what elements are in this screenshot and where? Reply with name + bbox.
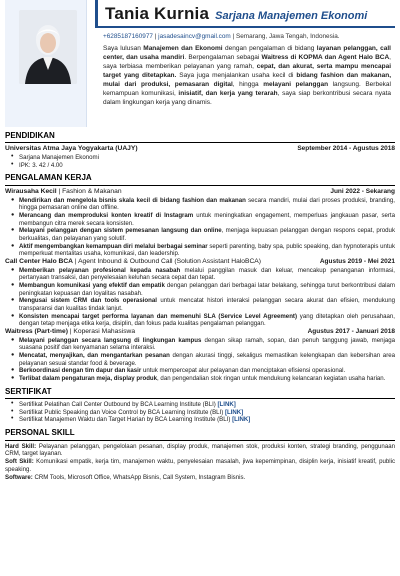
body-text: Saya juga menjalankan usaha kecil di: [176, 72, 297, 80]
email-address[interactable]: jasadesaincv@gmail.com: [158, 33, 231, 40]
location-text: Semarang, Jawa Tengah, Indonesia.: [235, 33, 340, 40]
body-text: untuk mempercepat alur pelayanan dan menciptakan efisiensi operasional.: [141, 367, 346, 375]
body-text: . Berpengalaman sebagai: [184, 54, 262, 62]
cv-header: [5, 0, 395, 127]
list-item: • IPK: 3. 42 / 4.00: [11, 162, 395, 170]
list-item: • Sertifikat Pelatihan Call Center Outbound by BCA Learning Institute (BLI) [LINK]: [11, 401, 395, 409]
body-text: , menjaga kepuasan pelanggan dengan respons cepat, produk berkualitas, dan pelayanan yang solutif.: [19, 227, 395, 242]
list-item: • Sertifikat Public Speaking dan Voice Control by BCA Learning Institute (BLI) [LINK]: [11, 409, 395, 417]
list-item: • Sarjana Manajemen Ekonomi: [11, 154, 395, 162]
bold-text: Waitress di KOPMA dan Agent Halo BCA: [261, 54, 390, 62]
job-title: Sarjana Manajemen Ekonomi: [215, 10, 368, 22]
skill-label: Software:: [5, 474, 35, 482]
section-heading: PENDIDIKAN: [5, 131, 395, 143]
skill-label: Hard Skill:: [5, 442, 39, 450]
phone-number[interactable]: +6285187160977: [103, 33, 153, 40]
job-header: [5, 258, 395, 267]
profile-photo: [19, 10, 77, 84]
list-item: [11, 297, 395, 312]
job-dates: Juni 2022 - Sekarang: [330, 187, 395, 195]
bold-text: Membangun komunikasi yang efektif dan empatik: [19, 281, 165, 289]
education-details: [11, 154, 395, 169]
body-text: secara mandiri, mulai dari proses produksi, branding, hingga pemasaran online dan offline.: [19, 196, 395, 212]
bold-text: Mendirikan dan mengelola bisnis skala kecil di bidang fashion dan makanan: [19, 196, 246, 204]
education-dates: September 2014 - Agustus 2018: [297, 145, 395, 153]
list-item: [11, 267, 395, 282]
body-text: dengan sikap ramah, sopan, dan penuh tanggung jawab, menjaga suasana positif dan kenyamanan selama interaksi.: [19, 336, 396, 352]
skill-line: [5, 458, 395, 474]
body-text: Saya lulusan: [103, 45, 144, 53]
body-text: , saya siap berkontribusi secara nyata dalam lingkungan kerja yang dinamis.: [103, 90, 391, 107]
body-text: untuk mencatat histori interaksi pelanggan secara akurat dan efisien, mendukung transparansi dan kualitas tindak lanjut.: [19, 297, 395, 312]
certificate-link[interactable]: [LINK]: [232, 416, 251, 424]
certificate-link[interactable]: [LINK]: [217, 401, 236, 409]
bold-text: inisiatif, dan kerja yang terarah: [178, 90, 278, 98]
body-text: yang ditetapkan oleh perusahaan, dengan tetap menjaga etika kerja, disiplin, dan fokus pada kualitas pengalaman pelanggan.: [19, 312, 395, 328]
person-photo-icon: [19, 10, 77, 84]
job-dates: Agustus 2017 - Januari 2018: [307, 327, 395, 335]
list-item: [11, 212, 395, 227]
section-heading: PERSONAL SKILL: [5, 428, 395, 440]
list-item: [11, 282, 395, 297]
job-list: [5, 188, 395, 383]
body-text: melalui panggilan masuk dan keluar, mencakup penanganan informasi, pertanyaan transaksi, dan penyelesaian keluhan secara cepat dan tepat.: [19, 266, 395, 282]
bold-text: cepat, dan akurat, serta mampu mencapai target yang ditetapkan.: [103, 63, 391, 80]
job-bullets: [11, 197, 395, 258]
body-text: , dan pengendalian stok ringan untuk mendukung kelancaran kegiatan usaha harian.: [157, 375, 386, 383]
full-name: Tania Kurnia: [105, 4, 210, 23]
job-dates: Agustus 2019 - Mei 2021: [319, 257, 395, 265]
list-item: [11, 337, 395, 352]
skills-section: [5, 428, 395, 482]
bold-text: Konsisten mencapai target performa layanan dan memenuhi SLA (Service Level Agreement): [19, 312, 297, 320]
bold-text: Memberikan pelayanan profesional kepada nasabah: [19, 266, 181, 274]
job-bullets: [11, 267, 395, 328]
skill-list: [5, 443, 395, 483]
education-row: [5, 145, 395, 154]
bold-text: melayani pelanggan: [263, 81, 329, 89]
list-item: [11, 367, 395, 375]
name-bar: [95, 0, 395, 28]
job-header: [5, 188, 395, 197]
job-role: | Koperasi Mahasiswa: [67, 327, 136, 335]
body-text: langsung. Berbekal kemampuan komunikasi,: [103, 81, 391, 98]
body-text: , hingga: [232, 81, 264, 89]
body-text: dengan pengalaman di bidang: [222, 45, 317, 53]
list-item: [11, 313, 395, 328]
skill-text: CRM Tools, Microsoft Office, WhatsApp Bisnis, Call System, Instagram Bisnis.: [34, 474, 246, 482]
bold-text: Aktif mengembangkan kemampuan diri melalui berbagai seminar: [19, 242, 208, 250]
contact-line: +6285187160977 | jasadesaincv@gmail.com | Semarang, Jawa Tengah, Indonesia.: [103, 33, 340, 40]
job-org: Waitress (Part-time) | Koperasi Mahasiswa: [5, 327, 136, 335]
body-text: , saya terbiasa memberikan pelayanan yang ramah,: [103, 54, 391, 71]
certificate-link[interactable]: [LINK]: [224, 408, 244, 416]
body-text: seperti parenting, baby spa, public speaking, dan hypnoterapis untuk memperkuat mentalitas usaha, komunikasi, dan leadership.: [19, 242, 395, 258]
bold-text: layanan pelanggan, call center, dan usaha mandiri: [103, 45, 391, 62]
list-item: [11, 197, 395, 212]
bold-text: Mengusai sistem CRM dan tools operasional: [19, 297, 157, 305]
job-org: Wirausaha Kecil | Fashion & Makanan: [5, 187, 122, 195]
skill-line: [5, 443, 395, 459]
bold-text: Melayani pelanggan dengan sistem pemesanan langsung dan online: [19, 227, 222, 235]
list-item: [11, 243, 395, 258]
job-header: [5, 328, 395, 337]
profile-summary: [103, 45, 391, 108]
experience-section: [5, 173, 395, 382]
body-text: dengan pelanggan dari berbagai latar belakang, sehingga turut berkontribusi dalam peningkatan kepuasan dan loyalitas nasabah.: [19, 281, 395, 297]
school-name: Universitas Atma Jaya Yogyakarta (UAJY): [5, 145, 138, 153]
bold-text: Berkoordinasi dengan tim dapur dan kasir: [19, 367, 142, 375]
job-role: | Agent Inbound & Outbound Call (Solution Assistant HaloBCA): [73, 257, 261, 265]
bold-text: bidang fashion dan makanan, mulai dari produksi, pemasaran digital: [103, 72, 392, 89]
body-text: untuk meningkatkan engagement, memperluas jangkauan pasar, serta membangun citra merek secara konsisten.: [19, 211, 395, 227]
bold-text: Terlibat dalam pengaturan meja, display produk: [19, 375, 158, 383]
bold-text: Manajemen dan Ekonomi: [143, 45, 223, 53]
bold-text: Mencatat, menyajikan, dan mengantarkan pesanan: [19, 352, 170, 360]
skill-text: Pelayanan pelanggan, pengelolaan pesanan, display produk, manajemen stok, produksi konten, strategi branding, penggunaan CRM, target layanan.: [5, 442, 395, 458]
job-bullets: [11, 337, 395, 383]
job-org: Call Center Halo BCA | Agent Inbound & Outbound Call (Solution Assistant HaloBCA): [5, 257, 261, 265]
header-text: [103, 0, 391, 108]
list-item: [11, 375, 395, 383]
job-role: | Fashion & Makanan: [56, 187, 122, 195]
skill-line: [5, 474, 395, 482]
section-heading: PENGALAMAN KERJA: [5, 173, 395, 185]
skill-text: Komunikasi empatik, kerja tim, manajemen waktu, penyelesaian masalah, jiwa kepemimpinan, disiplin kerja, inisiatif kreatif, public speaking.: [5, 458, 395, 474]
bold-text: Merancang dan memproduksi konten kreatif di Instagram: [19, 211, 194, 219]
body-text: dengan akurasi tinggi, sekaligus memastikan kelengkapan dan kebersihan area pelayanan sesuai standar food & beverage.: [19, 352, 395, 367]
list-item: [11, 227, 395, 242]
list-item: • Sertifikat Manajemen Waktu dan Target Harian by BCA Learning Institute (BLI) [LINK]: [11, 416, 395, 424]
education-section: [5, 131, 395, 169]
skill-label: Soft Skill:: [5, 458, 37, 466]
section-heading: SERTIFIKAT: [5, 387, 395, 399]
certificate-section: [5, 387, 395, 424]
list-item: [11, 352, 395, 367]
certificate-list: [11, 401, 395, 424]
bold-text: Melayani pelanggan secara langsung di lingkungan kampus: [19, 336, 202, 344]
